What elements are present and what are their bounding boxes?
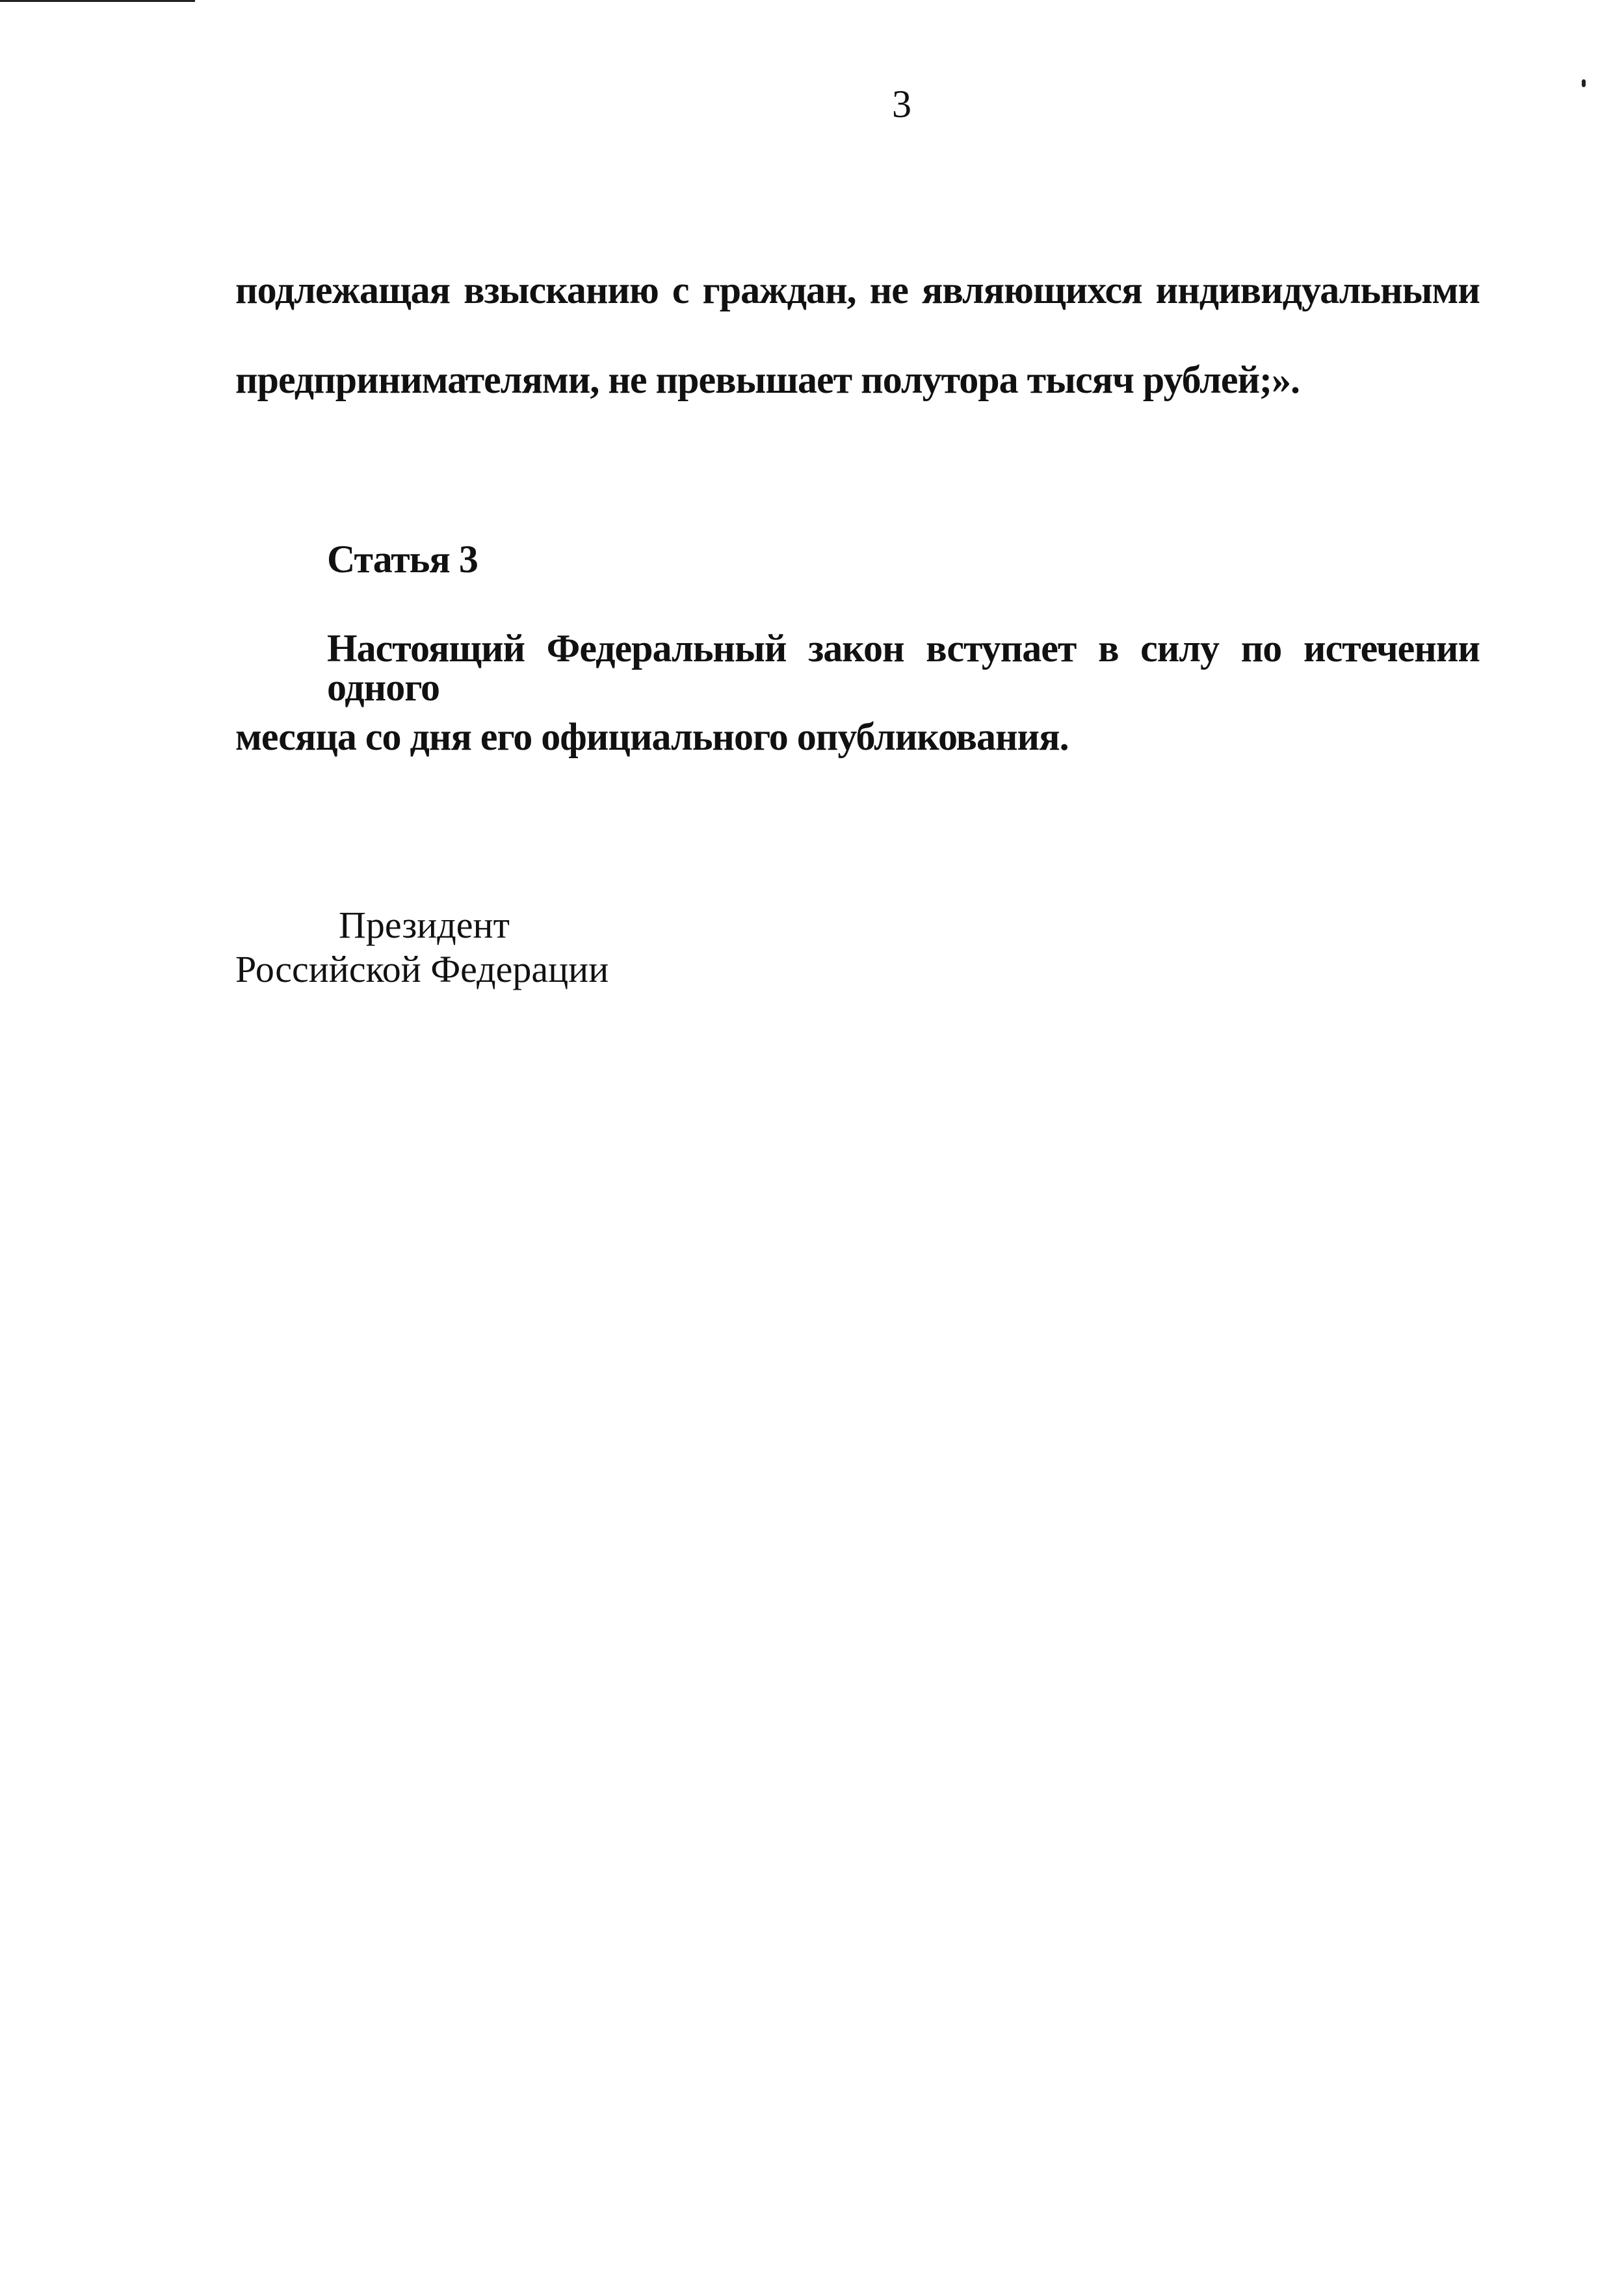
paragraph-line: Настоящий Федеральный закон вступает в силу по истечении одного: [327, 627, 1480, 709]
paragraph-line: месяца со дня его официального опубликования.: [235, 715, 1069, 758]
paragraph-line: подлежащая взысканию с граждан, не являющихся индивидуальными: [235, 269, 1480, 311]
scan-edge-line: [0, 0, 195, 2]
scan-speck: [1582, 79, 1586, 87]
signature-title: Президент: [339, 904, 510, 946]
signature-title: Российской Федерации: [235, 948, 609, 990]
article-heading: Статья 3: [327, 538, 478, 581]
paragraph-line: предпринимателями, не превышает полутора тысяч рублей;».: [235, 358, 1300, 401]
page-number: 3: [892, 83, 911, 125]
